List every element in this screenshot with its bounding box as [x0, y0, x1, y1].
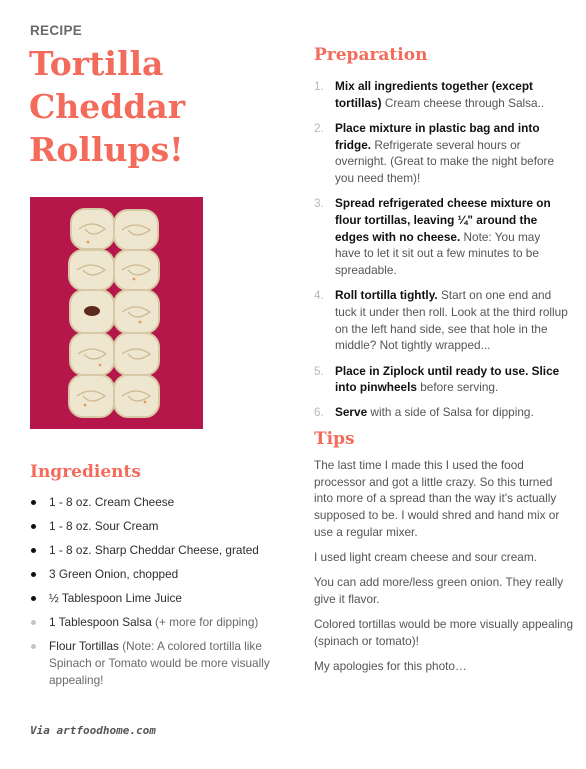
ingredient-text: 1 - 8 oz. Sour Cream: [49, 519, 159, 533]
source-credit: Via artfoodhome.com: [30, 724, 156, 737]
ingredient-note: (Note: A colored tortilla like Spinach or Tomato would be more visually appealing!: [49, 639, 270, 687]
preparation-heading: Preparation: [314, 45, 428, 65]
step-text: Start on one end and tuck it under then roll. Look at the third rollup on the left hand side, see that hole in the middle? Not tightly wrapped...: [335, 288, 568, 353]
step-bold-text: Mix all ingredients together (except tortillas): [335, 79, 533, 110]
ingredients-heading: Ingredients: [30, 462, 141, 482]
preparation-step: [314, 404, 568, 421]
step-text: before serving.: [416, 380, 499, 395]
step-bold-text: Place in Ziplock until ready to use. Slice into pinwheels: [335, 363, 560, 395]
ingredient-note: (+ more for dipping): [155, 615, 259, 629]
bullet-icon: [31, 524, 36, 529]
recipe-photo: [30, 197, 203, 429]
step-bold-text: Spread refrigerated cheese mixture on flour tortillas, leaving ¼" around the edges with no cheese.: [335, 196, 551, 244]
step-number: 5.: [314, 363, 324, 378]
ingredient-text: Flour Tortillas: [49, 639, 123, 653]
preparation-step: [314, 363, 568, 396]
step-number: 3.: [314, 196, 324, 211]
bullet-icon: [31, 596, 36, 601]
step-text: Cream cheese through Salsa..: [381, 95, 545, 110]
step-bold-text: Serve: [335, 405, 368, 420]
bullet-icon: [31, 572, 36, 577]
ingredient-text: 1 - 8 oz. Sharp Cheddar Cheese, grated: [49, 543, 259, 557]
bullet-icon: [31, 500, 36, 505]
step-text: Note: You may have to let it sit out a few minutes to be spreadable.: [335, 229, 541, 278]
tips-section: [314, 457, 574, 684]
bullet-icon: [31, 548, 36, 553]
bullet-icon: [31, 644, 36, 649]
step-text: with a side of Salsa for dipping.: [367, 405, 534, 420]
step-number: 4.: [314, 288, 324, 303]
ingredient-text: 1 - 8 oz. Cream Cheese: [49, 495, 175, 509]
ingredient-item: [30, 638, 288, 689]
ingredient-text: 3 Green Onion, chopped: [49, 567, 179, 581]
tortilla-rollups-photo-icon: [30, 197, 203, 429]
ingredient-item: [30, 566, 288, 583]
preparation-step: [314, 195, 568, 279]
ingredient-text: ½ Tablespoon Lime Juice: [49, 591, 182, 605]
step-number: 2.: [314, 120, 324, 135]
step-bold-text: Place mixture in plastic bag and into fridge.: [335, 120, 540, 152]
ingredient-item: [30, 542, 288, 559]
step-number: 1.: [314, 79, 324, 93]
recipe-title: Tortilla Cheddar Rollups!: [29, 44, 186, 169]
tip-paragraph: The last time I made this I used the food processor and got a little crazy. So this turned into more of a spread than the way it's actually supposed to be. I would shred and hand mix or use a regular mixer.: [314, 458, 560, 539]
ingredient-item: [30, 614, 288, 631]
ingredient-text: 1 Tablespoon Salsa: [49, 615, 156, 629]
step-text: Refrigerate several hours or overnight. (Great to make the night before you need them)!: [335, 137, 555, 186]
preparation-step: [314, 120, 568, 187]
tip-paragraph: Colored tortillas would be more visually appealing (spinach or tomato)!: [314, 617, 574, 649]
step-bold-text: Roll tortilla tightly.: [335, 288, 438, 303]
preparation-step: [314, 78, 568, 111]
recipe-kicker: RECIPE: [30, 23, 83, 38]
ingredient-item: [30, 590, 288, 607]
ingredient-item: [30, 494, 288, 511]
ingredients-list: [30, 494, 288, 696]
ingredient-item: [30, 518, 288, 535]
step-number: 6.: [314, 405, 324, 420]
preparation-list: [314, 78, 568, 430]
preparation-step: [314, 287, 568, 354]
tip-paragraph: My apologies for this photo…: [314, 659, 467, 674]
tips-heading: Tips: [314, 429, 355, 449]
tip-paragraph: I used light cream cheese and sour cream.: [314, 550, 537, 565]
bullet-icon: [31, 620, 36, 625]
tip-paragraph: You can add more/less green onion. They really give it flavor.: [314, 575, 564, 607]
